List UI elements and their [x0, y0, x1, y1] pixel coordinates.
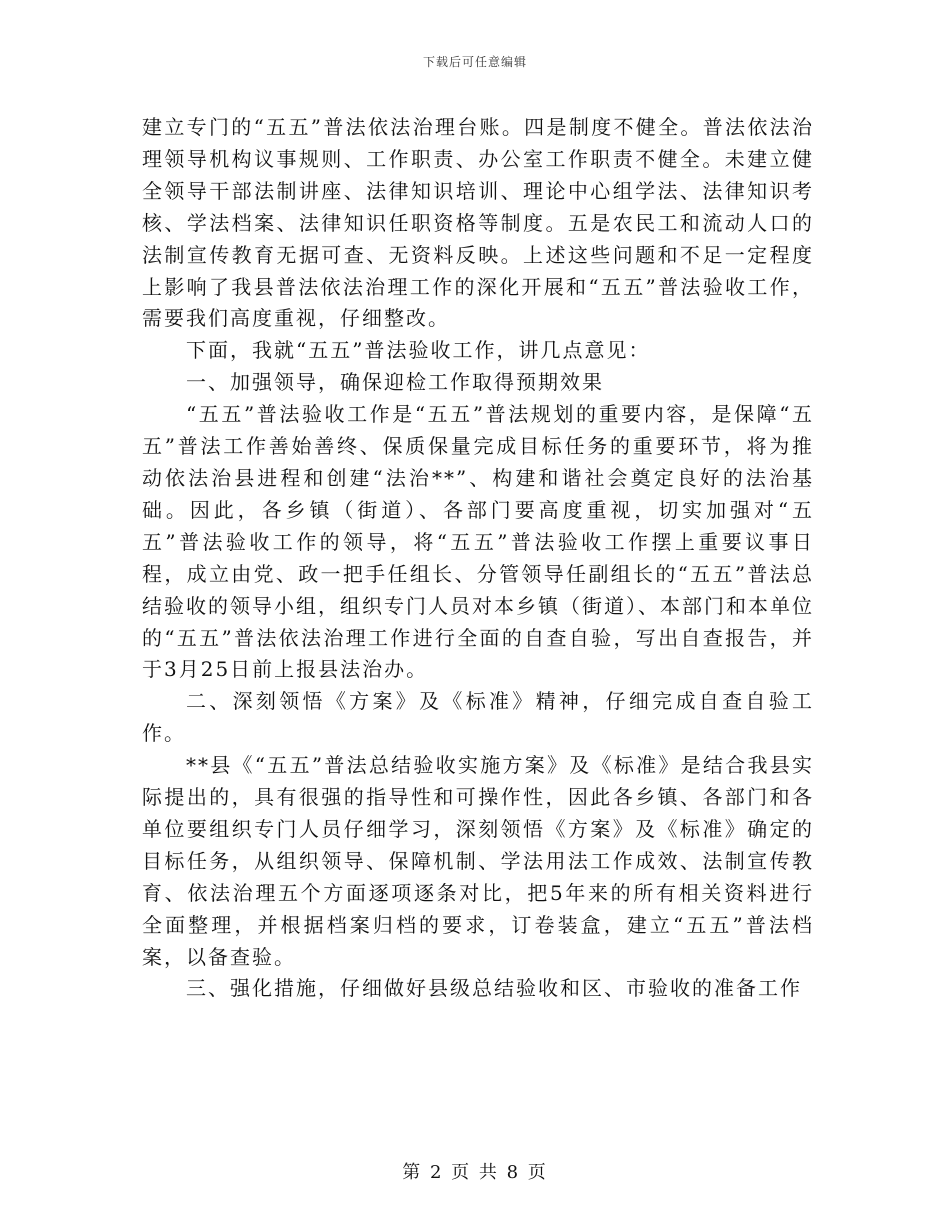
page-header: 下载后可任意编辑: [422, 55, 527, 69]
document-body: [142, 112, 814, 1005]
section-heading-1: 一、加强领导，确保迎检工作取得预期效果: [186, 370, 604, 395]
section-heading-3: 三、强化措施，仔细做好县级总结验收和区、市验收的准备工作: [186, 976, 802, 1001]
paragraph-3: “五五”普法验收工作是“五五”普法规划的重要内容，是保障“五五”普法工作善始善终、保质保量完成目标任务的重要环节，将为推动依法治县进程和创建“法治**”、构建和谐社会奠定良好的法治基础。因此，各乡镇（街道）、各部门要高度重视，切实加强对“五五”普法验收工作的领导，将“五五”普法验收工作摆上重要议事日程，成立由党、政一把手任组长、分管领导任副组长的“五五”普法总结验收的领导小组，组织专门人员对本乡镇（街道）、本部门和本单位的“五五”普法依法治理工作进行全面的自查自验，写出自查报告，并于3月25日前上报县法治办。: [142, 402, 814, 682]
paragraph-2: 下面，我就“五五”普法验收工作，讲几点意见：: [186, 338, 651, 363]
section-heading-2: 二、深刻领悟《方案》及《标准》精神，仔细完成自查自验工作。: [142, 689, 814, 746]
paragraph-4: **县《“五五”普法总结验收实施方案》及《标准》是结合我县实际提出的，具有很强的指导性和可操作性，因此各乡镇、各部门和各单位要组织专门人员仔细学习，深刻领悟《方案》及《标准》确定的目标任务，从组织领导、保障机制、学法用法工作成效、法制宣传教育、依法治理五个方面逐项逐条对比，把5年来的所有相关资料进行全面整理，并根据档案归档的要求，订卷装盒，建立“五五”普法档案，以备查验。: [142, 753, 814, 969]
paragraph-1: 建立专门的“五五”普法依法治理台账。四是制度不健全。普法依法治理领导机构议事规则、工作职责、办公室工作职责不健全。未建立健全领导干部法制讲座、法律知识培训、理论中心组学法、法律知识考核、学法档案、法律知识任职资格等制度。五是农民工和流动人口的法制宣传教育无据可查、无资料反映。上述这些问题和不足一定程度上影响了我县普法依法治理工作的深化开展和“五五”普法验收工作，需要我们高度重视，仔细整改。: [142, 115, 814, 331]
page-number: 第 2 页 共 8 页: [402, 1162, 548, 1183]
